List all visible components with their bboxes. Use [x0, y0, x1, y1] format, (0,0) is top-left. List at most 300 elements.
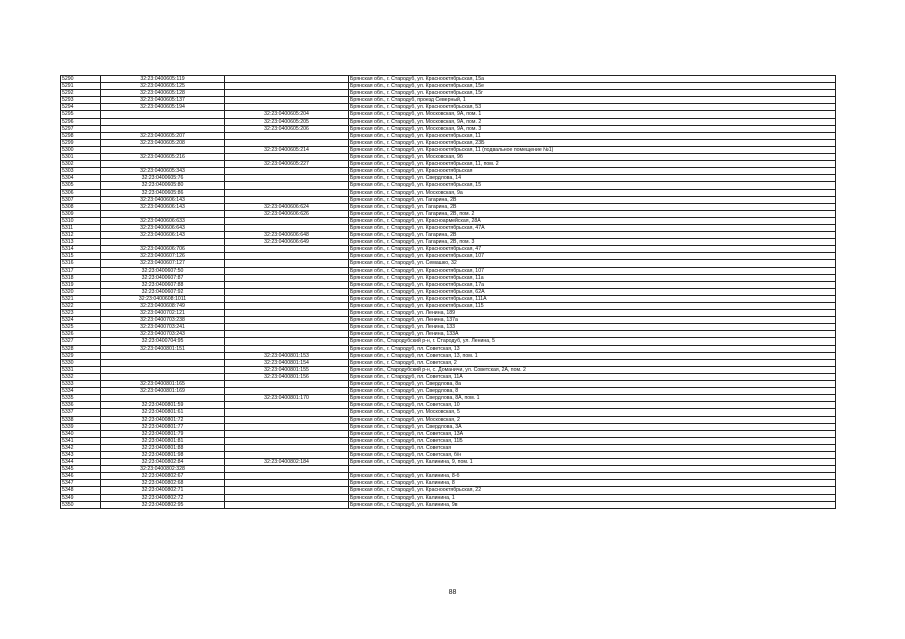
- address-cell: Брянская обл., г. Стародуб, пл. Советская: [349, 444, 836, 451]
- address-cell: Брянская обл., г. Стародуб, ул. Краснооктябрьская, 115: [349, 303, 836, 310]
- cadastral-number-cell: 32:23:0400608:1011: [101, 295, 225, 302]
- table-row: [61, 189, 836, 196]
- address-cell: Брянская обл., г. Стародуб, ул. Краснооктябрьская, 11: [349, 132, 836, 139]
- table-row: [61, 154, 836, 161]
- row-number-cell: 5327: [61, 338, 101, 345]
- address-cell: Брянская обл., г. Стародуб, пл. Советская, 13, пом. 1: [349, 352, 836, 359]
- address-cell: Брянская обл., г. Стародуб, ул. Гагарина, 2В, пом. 3: [349, 239, 836, 246]
- cadastral-number-cell: 32:23:0400605:76: [101, 175, 225, 182]
- table-row: [61, 175, 836, 182]
- address-cell: Брянская обл., Стародубский р-н, с. Доманичи, ул. Советская, 2А, пом. 2: [349, 366, 836, 373]
- cadastral-number-cell: [101, 373, 225, 380]
- address-cell: Брянская обл., г. Стародуб, ул. Калинина, 9, пом. 1: [349, 459, 836, 466]
- cadastral-number-cell: [101, 125, 225, 132]
- row-number-cell: 5295: [61, 111, 101, 118]
- table-row: [61, 246, 836, 253]
- row-number-cell: 5334: [61, 388, 101, 395]
- cadastral-number-cell: 32:23:0400801:59: [101, 402, 225, 409]
- row-number-cell: 5319: [61, 281, 101, 288]
- row-number-cell: 5349: [61, 494, 101, 501]
- address-cell: Брянская обл., г. Стародуб, ул. Семашко, 32: [349, 260, 836, 267]
- cadastral-number-cell: 32:23:0400607:87: [101, 274, 225, 281]
- row-number-cell: 5324: [61, 317, 101, 324]
- cadastral-number-cell: 32:23:0400607:50: [101, 267, 225, 274]
- address-cell: Брянская обл., г. Стародуб, ул. Московская, 9а: [349, 189, 836, 196]
- premises-number-cell: [225, 402, 349, 409]
- premises-number-cell: [225, 295, 349, 302]
- premises-number-cell: [225, 466, 349, 473]
- address-cell: Брянская обл., г. Стародуб, ул. Московская, 9А, пом. 3: [349, 125, 836, 132]
- premises-number-cell: [225, 274, 349, 281]
- row-number-cell: 5340: [61, 430, 101, 437]
- table-row: [61, 104, 836, 111]
- row-number-cell: 5311: [61, 224, 101, 231]
- row-number-cell: 5292: [61, 90, 101, 97]
- cadastral-number-cell: 32:23:0400802:72: [101, 494, 225, 501]
- address-cell: Брянская обл., г. Стародуб, пл. Советская, 10: [349, 402, 836, 409]
- cadastral-number-cell: 32:23:0400605:343: [101, 168, 225, 175]
- address-cell: Брянская обл., г. Стародуб, ул. Краснооктябрьская, 11а: [349, 274, 836, 281]
- premises-number-cell: 32:23:0400605:206: [225, 125, 349, 132]
- table-row: [61, 480, 836, 487]
- cadastral-number-cell: [101, 111, 225, 118]
- cadastral-number-cell: [101, 395, 225, 402]
- table-row: [61, 324, 836, 331]
- row-number-cell: 5308: [61, 203, 101, 210]
- row-number-cell: 5346: [61, 473, 101, 480]
- address-cell: Брянская обл., г. Стародуб, ул. Ленина, 133А: [349, 331, 836, 338]
- cadastral-number-cell: [101, 359, 225, 366]
- cadastral-number-cell: [101, 118, 225, 125]
- premises-number-cell: [225, 267, 349, 274]
- row-number-cell: 5335: [61, 395, 101, 402]
- cadastral-number-cell: 32:23:0400605:119: [101, 76, 225, 83]
- table-row: [61, 459, 836, 466]
- table-row: [61, 239, 836, 246]
- row-number-cell: 5305: [61, 182, 101, 189]
- table-row: [61, 260, 836, 267]
- premises-number-cell: [225, 324, 349, 331]
- cadastral-number-cell: 32:23:0400801:151: [101, 345, 225, 352]
- premises-number-cell: [225, 473, 349, 480]
- address-cell: Брянская обл., г. Стародуб, ул. Московская, 9А, пом. 1: [349, 111, 836, 118]
- premises-number-cell: [225, 381, 349, 388]
- row-number-cell: 5339: [61, 423, 101, 430]
- cadastral-number-cell: 32:23:0400801:98: [101, 451, 225, 458]
- cadastral-number-cell: 32:23:0400605:80: [101, 182, 225, 189]
- cadastral-number-cell: 32:23:0400703:243: [101, 331, 225, 338]
- table-row: [61, 402, 836, 409]
- address-cell: Брянская обл., г. Стародуб, ул. Ленина, 137а: [349, 317, 836, 324]
- address-cell: Брянская обл., г. Стародуб, ул. Краснооктябрьская, 15е: [349, 83, 836, 90]
- premises-number-cell: [225, 317, 349, 324]
- table-row: [61, 146, 836, 153]
- address-cell: Брянская обл., г. Стародуб, ул. Калинина, 9в: [349, 501, 836, 508]
- premises-number-cell: [225, 310, 349, 317]
- address-cell: Брянская обл., г. Стародуб, ул. Краснооктябрьская: [349, 168, 836, 175]
- row-number-cell: 5296: [61, 118, 101, 125]
- premises-number-cell: [225, 345, 349, 352]
- row-number-cell: 5300: [61, 146, 101, 153]
- premises-number-cell: [225, 224, 349, 231]
- premises-number-cell: [225, 104, 349, 111]
- address-cell: Брянская обл., г. Стародуб, ул. Краснооктябрьская, 23Б: [349, 139, 836, 146]
- address-cell: Брянская обл., г. Стародуб, ул. Свердлова, 14: [349, 175, 836, 182]
- row-number-cell: 5293: [61, 97, 101, 104]
- table-row: [61, 437, 836, 444]
- row-number-cell: 5290: [61, 76, 101, 83]
- table-row: [61, 125, 836, 132]
- row-number-cell: 5299: [61, 139, 101, 146]
- premises-number-cell: [225, 451, 349, 458]
- premises-number-cell: [225, 260, 349, 267]
- premises-number-cell: [225, 281, 349, 288]
- premises-number-cell: [225, 480, 349, 487]
- table-row: [61, 366, 836, 373]
- table-row: [61, 317, 836, 324]
- row-number-cell: 5344: [61, 459, 101, 466]
- premises-number-cell: [225, 97, 349, 104]
- table-row: [61, 310, 836, 317]
- row-number-cell: 5350: [61, 501, 101, 508]
- premises-number-cell: [225, 338, 349, 345]
- table-row: [61, 196, 836, 203]
- registry-table-body: [61, 76, 836, 509]
- table-row: [61, 210, 836, 217]
- cadastral-number-cell: [101, 352, 225, 359]
- row-number-cell: 5306: [61, 189, 101, 196]
- cadastral-number-cell: [101, 210, 225, 217]
- address-cell: Брянская обл., г. Стародуб, ул. Гагарина, 2В: [349, 196, 836, 203]
- table-row: [61, 281, 836, 288]
- cadastral-number-cell: 32:23:0400605:125: [101, 83, 225, 90]
- address-cell: Брянская обл., г. Стародуб, ул. Краснооктябрьская, 15а: [349, 76, 836, 83]
- cadastral-number-cell: 32:23:0400801:88: [101, 444, 225, 451]
- table-row: [61, 182, 836, 189]
- address-cell: Брянская обл., г. Стародуб, ул. Московская, 9А, пом. 2: [349, 118, 836, 125]
- premises-number-cell: [225, 416, 349, 423]
- cadastral-number-cell: 32:23:0400703:238: [101, 317, 225, 324]
- address-cell: Брянская обл., г. Стародуб, ул. Калинина, 8: [349, 480, 836, 487]
- address-cell: Брянская обл., г. Стародуб, ул. Ленина, 189: [349, 310, 836, 317]
- table-row: [61, 388, 836, 395]
- row-number-cell: 5321: [61, 295, 101, 302]
- premises-number-cell: [225, 139, 349, 146]
- cadastral-number-cell: 32:23:0400801:165: [101, 381, 225, 388]
- premises-number-cell: [225, 430, 349, 437]
- premises-number-cell: 32:23:0400801:170: [225, 395, 349, 402]
- cadastral-number-cell: 32:23:0400606:706: [101, 246, 225, 253]
- cadastral-number-cell: 32:23:0400802:68: [101, 480, 225, 487]
- row-number-cell: 5331: [61, 366, 101, 373]
- address-cell: Брянская обл., г. Стародуб, пл. Советская, 11А: [349, 373, 836, 380]
- premises-number-cell: [225, 217, 349, 224]
- address-cell: Брянская обл., г. Стародуб, ул. Гагарина, 2В: [349, 232, 836, 239]
- cadastral-number-cell: 32:23:0400606:143: [101, 232, 225, 239]
- address-cell: Брянская обл., г. Стародуб, ул. Краснооктябрьская, 47: [349, 246, 836, 253]
- table-row: [61, 232, 836, 239]
- cadastral-number-cell: 32:23:0400801:77: [101, 423, 225, 430]
- cadastral-number-cell: 32:23:0400801:79: [101, 430, 225, 437]
- registry-table: [60, 75, 836, 509]
- row-number-cell: 5317: [61, 267, 101, 274]
- premises-number-cell: [225, 154, 349, 161]
- address-cell: Брянская обл., г. Стародуб, ул. Краснооктябрьская, 15: [349, 182, 836, 189]
- premises-number-cell: [225, 409, 349, 416]
- table-row: [61, 253, 836, 260]
- cadastral-number-cell: 32:23:0400605:137: [101, 97, 225, 104]
- address-cell: [349, 466, 836, 473]
- cadastral-number-cell: 32:23:0400607:127: [101, 260, 225, 267]
- row-number-cell: 5341: [61, 437, 101, 444]
- address-cell: Брянская обл., г. Стародуб, ул. Краснооктябрьская, 53: [349, 104, 836, 111]
- row-number-cell: 5348: [61, 487, 101, 494]
- row-number-cell: 5298: [61, 132, 101, 139]
- address-cell: Брянская обл., г. Стародуб, ул. Калинина, 8-б: [349, 473, 836, 480]
- table-row: [61, 274, 836, 281]
- row-number-cell: 5294: [61, 104, 101, 111]
- table-row: [61, 288, 836, 295]
- cadastral-number-cell: 32:23:0400802:84: [101, 459, 225, 466]
- table-row: [61, 90, 836, 97]
- cadastral-number-cell: 32:23:0400704:95: [101, 338, 225, 345]
- table-row: [61, 373, 836, 380]
- premises-number-cell: [225, 168, 349, 175]
- table-row: [61, 473, 836, 480]
- table-row: [61, 345, 836, 352]
- row-number-cell: 5320: [61, 288, 101, 295]
- address-cell: Брянская обл., г. Стародуб, ул. Гагарина, 2В, пом. 2: [349, 210, 836, 217]
- address-cell: Брянская обл., г. Стародуб, ул. Краснооктябрьская, 111А: [349, 295, 836, 302]
- premises-number-cell: [225, 246, 349, 253]
- row-number-cell: 5328: [61, 345, 101, 352]
- table-row: [61, 203, 836, 210]
- row-number-cell: 5302: [61, 161, 101, 168]
- table-row: [61, 444, 836, 451]
- cadastral-number-cell: 32:23:0400605:208: [101, 139, 225, 146]
- table-row: [61, 338, 836, 345]
- table-row: [61, 409, 836, 416]
- address-cell: Брянская обл., г. Стародуб, пл. Советская, б/н: [349, 451, 836, 458]
- table-row: [61, 217, 836, 224]
- address-cell: Брянская обл., г. Стародуб, ул. Свердлова, 8а: [349, 381, 836, 388]
- table-row: [61, 416, 836, 423]
- row-number-cell: 5343: [61, 451, 101, 458]
- address-cell: Брянская обл., г. Стародуб, ул. Краснооктябрьская, 107: [349, 253, 836, 260]
- address-cell: Брянская обл., г. Стародуб, ул. Краснооктябрьская, 47А: [349, 224, 836, 231]
- cadastral-number-cell: 32:23:0400605:128: [101, 90, 225, 97]
- row-number-cell: 5345: [61, 466, 101, 473]
- row-number-cell: 5323: [61, 310, 101, 317]
- row-number-cell: 5336: [61, 402, 101, 409]
- table-row: [61, 97, 836, 104]
- table-row: [61, 381, 836, 388]
- cadastral-number-cell: [101, 146, 225, 153]
- table-row: [61, 168, 836, 175]
- row-number-cell: 5309: [61, 210, 101, 217]
- row-number-cell: 5303: [61, 168, 101, 175]
- row-number-cell: 5315: [61, 253, 101, 260]
- cadastral-number-cell: 32:23:0400607:88: [101, 281, 225, 288]
- row-number-cell: 5330: [61, 359, 101, 366]
- address-cell: Брянская обл., г. Стародуб, ул. Московская, 5: [349, 409, 836, 416]
- premises-number-cell: [225, 90, 349, 97]
- cadastral-number-cell: 32:23:0400606:143: [101, 196, 225, 203]
- table-row: [61, 76, 836, 83]
- cadastral-number-cell: 32:23:0400802:67: [101, 473, 225, 480]
- cadastral-number-cell: 32:23:0400802:328: [101, 466, 225, 473]
- row-number-cell: 5297: [61, 125, 101, 132]
- table-row: [61, 111, 836, 118]
- premises-number-cell: 32:23:0400606:626: [225, 210, 349, 217]
- address-cell: Брянская обл., г. Стародуб, ул. Свердлова, 8: [349, 388, 836, 395]
- address-cell: Брянская обл., Стародубский р-н, г. Стародуб, ул. Ленина, 5: [349, 338, 836, 345]
- premises-number-cell: [225, 132, 349, 139]
- premises-number-cell: [225, 253, 349, 260]
- row-number-cell: 5326: [61, 331, 101, 338]
- cadastral-number-cell: 32:23:0400801:81: [101, 437, 225, 444]
- row-number-cell: 5316: [61, 260, 101, 267]
- row-number-cell: 5304: [61, 175, 101, 182]
- cadastral-number-cell: 32:23:0400607:126: [101, 253, 225, 260]
- cadastral-number-cell: 32:23:0400606:643: [101, 224, 225, 231]
- address-cell: Брянская обл., г. Стародуб, пл. Советская, 11Б: [349, 437, 836, 444]
- address-cell: Брянская обл., г. Стародуб, ул. Свердлова, 3А: [349, 423, 836, 430]
- premises-number-cell: 32:23:0400605:205: [225, 118, 349, 125]
- cadastral-number-cell: 32:23:0400802:95: [101, 501, 225, 508]
- row-number-cell: 5338: [61, 416, 101, 423]
- table-row: [61, 224, 836, 231]
- premises-number-cell: [225, 501, 349, 508]
- table-row: [61, 430, 836, 437]
- row-number-cell: 5310: [61, 217, 101, 224]
- premises-number-cell: [225, 423, 349, 430]
- cadastral-number-cell: [101, 161, 225, 168]
- row-number-cell: 5312: [61, 232, 101, 239]
- premises-number-cell: 32:23:0400802:184: [225, 459, 349, 466]
- cadastral-number-cell: 32:23:0400801:61: [101, 409, 225, 416]
- premises-number-cell: 32:23:0400605:204: [225, 111, 349, 118]
- table-row: [61, 423, 836, 430]
- address-cell: Брянская обл., г. Стародуб, ул. Краснооктябрьская, 17а: [349, 281, 836, 288]
- cadastral-number-cell: 32:23:0400607:92: [101, 288, 225, 295]
- row-number-cell: 5332: [61, 373, 101, 380]
- address-cell: Брянская обл., г. Стародуб, ул. Краснооктябрьская, 11, пом. 2: [349, 161, 836, 168]
- cadastral-number-cell: 32:23:0400605:194: [101, 104, 225, 111]
- cadastral-number-cell: [101, 239, 225, 246]
- table-row: [61, 139, 836, 146]
- premises-number-cell: 32:23:0400801:155: [225, 366, 349, 373]
- row-number-cell: 5301: [61, 154, 101, 161]
- premises-number-cell: 32:23:0400606:624: [225, 203, 349, 210]
- page-number: 88: [448, 589, 457, 596]
- table-row: [61, 501, 836, 508]
- address-cell: Брянская обл., г. Стародуб, пл. Советская, 13А: [349, 430, 836, 437]
- cadastral-number-cell: 32:23:0400606:633: [101, 217, 225, 224]
- premises-number-cell: 32:23:0400801:156: [225, 373, 349, 380]
- address-cell: Брянская обл., г. Стародуб, ул. Красноармейская, 28А: [349, 217, 836, 224]
- cadastral-number-cell: 32:23:0400608:749: [101, 303, 225, 310]
- address-cell: Брянская обл., г. Стародуб, ул. Московская, 2: [349, 416, 836, 423]
- premises-number-cell: [225, 76, 349, 83]
- premises-number-cell: [225, 331, 349, 338]
- table-row: [61, 303, 836, 310]
- address-cell: Брянская обл., г. Стародуб, ул. Краснооктябрьская, 107: [349, 267, 836, 274]
- address-cell: Брянская обл., г. Стародуб, пл. Советская, 2: [349, 359, 836, 366]
- row-number-cell: 5318: [61, 274, 101, 281]
- address-cell: Брянская обл., г. Стародуб, ул. Ленина, 133: [349, 324, 836, 331]
- premises-number-cell: 32:23:0400801:153: [225, 352, 349, 359]
- premises-number-cell: [225, 83, 349, 90]
- row-number-cell: 5325: [61, 324, 101, 331]
- table-row: [61, 359, 836, 366]
- cadastral-number-cell: 32:23:0400703:241: [101, 324, 225, 331]
- cadastral-number-cell: 32:23:0400605:216: [101, 154, 225, 161]
- address-cell: Брянская обл., г. Стародуб, ул. Калинина, 1: [349, 494, 836, 501]
- table-row: [61, 487, 836, 494]
- cadastral-number-cell: 32:23:0400802:71: [101, 487, 225, 494]
- premises-number-cell: [225, 303, 349, 310]
- premises-number-cell: [225, 388, 349, 395]
- premises-number-cell: [225, 494, 349, 501]
- premises-number-cell: 32:23:0400606:648: [225, 232, 349, 239]
- cadastral-number-cell: 32:23:0400702:121: [101, 310, 225, 317]
- cadastral-number-cell: [101, 366, 225, 373]
- premises-number-cell: [225, 437, 349, 444]
- table-row: [61, 83, 836, 90]
- address-cell: Брянская обл., г. Стародуб, ул. Краснооктябрьская, 15г: [349, 90, 836, 97]
- row-number-cell: 5329: [61, 352, 101, 359]
- cadastral-number-cell: 32:23:0400801:169: [101, 388, 225, 395]
- address-cell: Брянская обл., г. Стародуб, проезд Северный, 1: [349, 97, 836, 104]
- premises-number-cell: [225, 175, 349, 182]
- table-row: [61, 395, 836, 402]
- table-row: [61, 352, 836, 359]
- table-row: [61, 494, 836, 501]
- address-cell: Брянская обл., г. Стародуб, ул. Краснооктябрьская, 62А: [349, 288, 836, 295]
- cadastral-number-cell: 32:23:0400801:72: [101, 416, 225, 423]
- table-row: [61, 118, 836, 125]
- premises-number-cell: [225, 182, 349, 189]
- premises-number-cell: [225, 196, 349, 203]
- row-number-cell: 5313: [61, 239, 101, 246]
- table-row: [61, 451, 836, 458]
- row-number-cell: 5333: [61, 381, 101, 388]
- row-number-cell: 5342: [61, 444, 101, 451]
- premises-number-cell: [225, 487, 349, 494]
- table-row: [61, 132, 836, 139]
- row-number-cell: 5314: [61, 246, 101, 253]
- table-row: [61, 331, 836, 338]
- row-number-cell: 5307: [61, 196, 101, 203]
- address-cell: Брянская обл., г. Стародуб, пл. Советская, 13: [349, 345, 836, 352]
- row-number-cell: 5347: [61, 480, 101, 487]
- cadastral-number-cell: 32:23:0400606:143: [101, 203, 225, 210]
- address-cell: Брянская обл., г. Стародуб, ул. Краснооктябрьская, 22: [349, 487, 836, 494]
- cadastral-number-cell: 32:23:0400605:86: [101, 189, 225, 196]
- premises-number-cell: [225, 444, 349, 451]
- premises-number-cell: 32:23:0400605:214: [225, 146, 349, 153]
- table-row: [61, 466, 836, 473]
- premises-number-cell: [225, 189, 349, 196]
- premises-number-cell: [225, 288, 349, 295]
- premises-number-cell: 32:23:0400605:227: [225, 161, 349, 168]
- address-cell: Брянская обл., г. Стародуб, ул. Гагарина, 2В: [349, 203, 836, 210]
- address-cell: Брянская обл., г. Стародуб, ул. Краснооктябрьская, 11 (подвальное помещение №1): [349, 146, 836, 153]
- row-number-cell: 5322: [61, 303, 101, 310]
- address-cell: Брянская обл., г. Стародуб, ул. Свердлова, 8А, пом. 1: [349, 395, 836, 402]
- table-row: [61, 267, 836, 274]
